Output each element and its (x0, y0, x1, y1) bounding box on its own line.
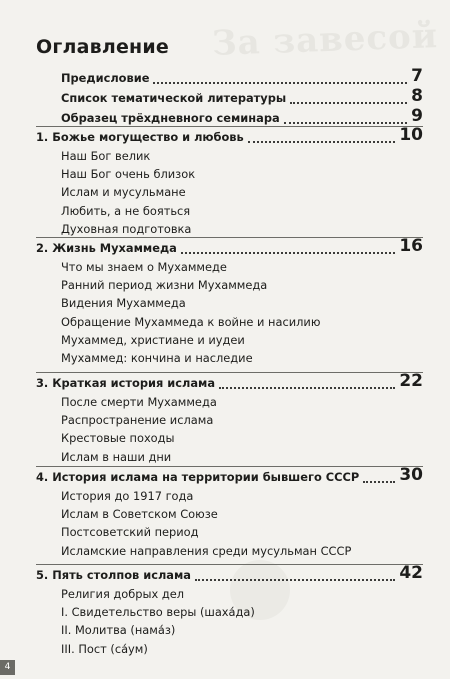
page-heading: Оглавление (36, 36, 169, 58)
dot-leader (181, 252, 395, 254)
toc-front-item-title: Образец трёхдневного семинара (61, 111, 280, 125)
toc-section-item[interactable] (0, 330, 450, 350)
toc-section-item[interactable] (0, 447, 450, 467)
toc-section-item-title: I. Свидетельство веры (шаха́да) (61, 605, 255, 619)
toc-section-item[interactable] (0, 146, 450, 166)
toc-section-item[interactable] (0, 312, 450, 332)
toc-section-item[interactable] (0, 541, 450, 561)
toc-front-item[interactable] (0, 88, 450, 108)
dot-leader (290, 102, 407, 104)
toc-section-item[interactable] (0, 584, 450, 604)
toc-chapter-item-title: 3. Краткая история ислама (36, 376, 216, 390)
toc-section-item-title: Мухаммед, христиане и иудеи (61, 333, 245, 347)
toc-section-item[interactable] (0, 201, 450, 221)
dot-leader (219, 387, 395, 389)
toc-chapter-item-title: 1. Божье могущество и любовь (36, 130, 244, 144)
toc-section-item-title: III. Пост (са́ум) (61, 642, 148, 656)
toc-section-item-title: II. Молитва (нама́з) (61, 623, 176, 637)
toc-front-item-title: Список тематической литературы (61, 91, 287, 105)
toc-front-item-page-number: 9 (411, 106, 423, 126)
toc-chapter-item[interactable] (0, 373, 450, 393)
toc-front-item[interactable] (0, 108, 450, 128)
dot-leader (284, 122, 407, 124)
toc-section-item[interactable] (0, 410, 450, 430)
toc-section-item[interactable] (0, 486, 450, 506)
toc-chapter-item-title: 2. Жизнь Мухаммеда (36, 241, 177, 255)
toc-section-item[interactable] (0, 392, 450, 412)
toc-section-item[interactable] (0, 182, 450, 202)
toc-section-item-title: Распространение ислама (61, 413, 214, 427)
toc-section-item[interactable] (0, 620, 450, 640)
toc-front-item[interactable] (0, 68, 450, 88)
toc-front-item-page-number: 7 (411, 66, 423, 86)
toc-section-item-title: Мухаммед: кончина и наследие (61, 351, 253, 365)
toc-chapter-item-page-number: 42 (399, 563, 423, 583)
toc-chapter-item-page-number: 16 (399, 236, 423, 256)
toc-section-item-title: Наш Бог велик (61, 149, 151, 163)
toc-section-item-title: Любить, а не бояться (61, 204, 191, 218)
toc-front-item-title: Предисловие (61, 71, 150, 85)
toc-section-item-title: Исламские направления среди мусульман СССР (61, 544, 352, 558)
toc-section-item[interactable] (0, 348, 450, 368)
toc-chapter-item-page-number: 30 (399, 465, 423, 485)
toc-chapter-item-title: 4. История ислама на территории бывшего СССР (36, 470, 360, 484)
toc-section-item[interactable] (0, 164, 450, 184)
toc-chapter-item[interactable] (0, 565, 450, 585)
toc-section-item-title: Постсоветский период (61, 525, 199, 539)
toc-section-item[interactable] (0, 522, 450, 542)
toc-section-item[interactable] (0, 293, 450, 313)
toc-section-item[interactable] (0, 257, 450, 277)
toc-section-item-title: Обращение Мухаммеда к войне и насилию (61, 315, 321, 329)
toc-section-item-title: Ранний период жизни Мухаммеда (61, 278, 268, 292)
toc-section-item[interactable] (0, 275, 450, 295)
toc-section-item-title: Ислам в наши дни (61, 450, 172, 464)
toc-section-item-title: Видения Мухаммеда (61, 296, 186, 310)
toc-section-item[interactable] (0, 504, 450, 524)
dot-leader (248, 141, 395, 143)
toc-chapter-item-title: 5. Пять столпов ислама (36, 568, 191, 582)
toc-chapter-item[interactable] (0, 467, 450, 487)
toc-front-item-page-number: 8 (411, 86, 423, 106)
toc-section-item[interactable] (0, 602, 450, 622)
toc-section-item-title: Религия добрых дел (61, 587, 185, 601)
toc-chapter-item-page-number: 10 (399, 125, 423, 145)
toc-section-item[interactable] (0, 428, 450, 448)
toc-chapter-item-page-number: 22 (399, 371, 423, 391)
page-number: 4 (0, 660, 15, 675)
dot-leader (363, 481, 395, 483)
toc-section-item-title: Духовная подготовка (61, 222, 192, 236)
toc-section-item[interactable] (0, 219, 450, 239)
toc-section-item[interactable] (0, 639, 450, 659)
toc-section-item-title: Крестовые походы (61, 431, 175, 445)
toc-section-item-title: Ислам и мусульмане (61, 185, 186, 199)
toc-section-item-title: Что мы знаем о Мухаммеде (61, 260, 227, 274)
toc-chapter-item[interactable] (0, 238, 450, 258)
toc-section-item-title: История до 1917 года (61, 489, 194, 503)
toc-section-item-title: После смерти Мухаммеда (61, 395, 217, 409)
dot-leader (153, 82, 407, 84)
dot-leader (195, 579, 395, 581)
toc-chapter-item[interactable] (0, 127, 450, 147)
background-title-watermark: За завесой (211, 16, 439, 64)
toc-section-item-title: Наш Бог очень близок (61, 167, 196, 181)
toc-section-item-title: Ислам в Советском Союзе (61, 507, 218, 521)
